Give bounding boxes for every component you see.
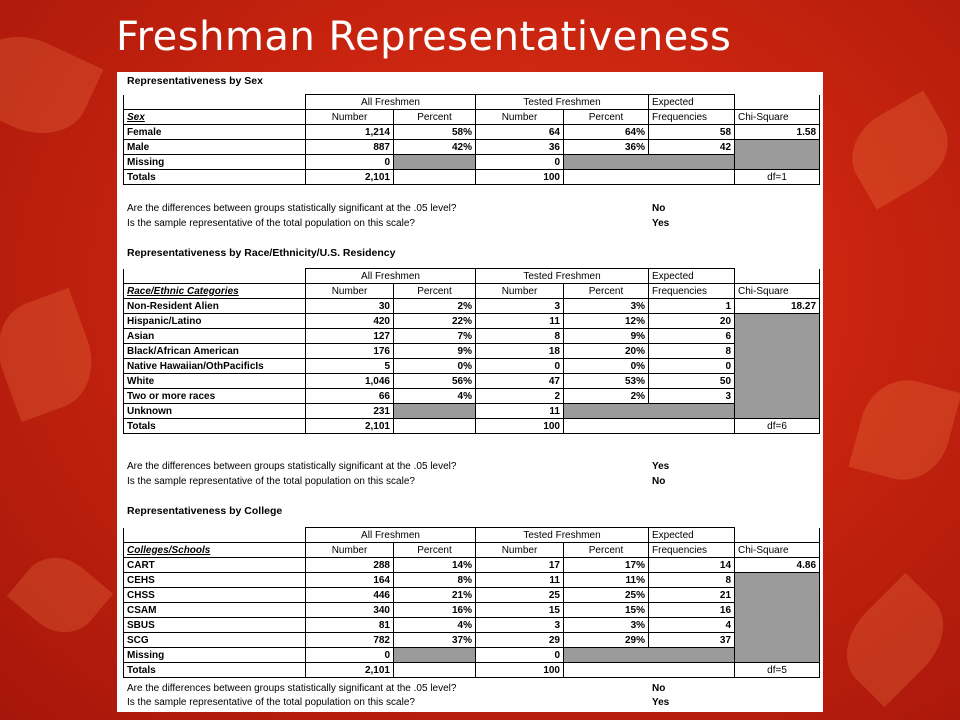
- table-row: [124, 299, 820, 314]
- leaf-decoration: [837, 90, 960, 209]
- all-number-cell: 176: [306, 344, 394, 359]
- tested-percent-cell: 2%: [564, 389, 649, 404]
- table-row: [124, 329, 820, 344]
- row-label: SBUS: [124, 618, 306, 633]
- table-row: [124, 359, 820, 374]
- expected-header-2: Frequencies: [649, 110, 735, 125]
- college-table: [123, 527, 820, 678]
- empty-cell: [394, 419, 476, 434]
- empty-cell: [564, 170, 649, 185]
- table-row: [124, 618, 820, 633]
- header-blank: [735, 95, 820, 110]
- expected-cell: 8: [649, 573, 735, 588]
- tested-number-cell: 11: [476, 404, 564, 419]
- row-label: Missing: [124, 648, 306, 663]
- expected-cell: 20: [649, 314, 735, 329]
- header-blank: [124, 528, 306, 543]
- tested-number-cell: 0: [476, 648, 564, 663]
- tested-percent-cell: 15%: [564, 603, 649, 618]
- row-label: Asian: [124, 329, 306, 344]
- answer-representative: Yes: [652, 218, 670, 229]
- number-header: Number: [476, 110, 564, 125]
- number-header: Number: [306, 284, 394, 299]
- expected-cell: 37: [649, 633, 735, 648]
- table-row: [124, 314, 820, 329]
- tested-number-cell: 25: [476, 588, 564, 603]
- row-label: White: [124, 374, 306, 389]
- question-significance: Are the differences between groups statistically significant at the .05 level?: [127, 203, 457, 214]
- expected-header-2: Frequencies: [649, 543, 735, 558]
- answer-representative: Yes: [652, 697, 670, 708]
- all-number-cell: 782: [306, 633, 394, 648]
- answer-significance: Yes: [652, 461, 670, 472]
- row-label: Missing: [124, 155, 306, 170]
- tested-number-cell: 18: [476, 344, 564, 359]
- tested-number-cell: 3: [476, 618, 564, 633]
- empty-cell: [649, 170, 735, 185]
- tested-number-cell: 47: [476, 374, 564, 389]
- question-representative: Is the sample representative of the total population on this scale?: [127, 476, 415, 487]
- tested-number-cell: 8: [476, 329, 564, 344]
- all-percent-cell: 4%: [394, 618, 476, 633]
- expected-cell: 1: [649, 299, 735, 314]
- expected-cell: 50: [649, 374, 735, 389]
- df-cell: df=1: [735, 170, 820, 185]
- row-label: Totals: [124, 663, 306, 678]
- shaded-cell: [735, 140, 820, 170]
- row-label: Totals: [124, 170, 306, 185]
- row-label: Native Hawaiian/OthPacificIs: [124, 359, 306, 374]
- all-percent-cell: 7%: [394, 329, 476, 344]
- table-row: [124, 125, 820, 140]
- df-cell: df=5: [735, 663, 820, 678]
- tested-percent-cell: 3%: [564, 618, 649, 633]
- header-row: [124, 95, 820, 110]
- shaded-cell: [394, 155, 476, 170]
- table-row: [124, 573, 820, 588]
- row-label: SCG: [124, 633, 306, 648]
- group-tested-header: Tested Freshmen: [476, 269, 649, 284]
- all-number-cell: 446: [306, 588, 394, 603]
- question-representative: Is the sample representative of the total population on this scale?: [127, 218, 415, 229]
- tested-number-cell: 29: [476, 633, 564, 648]
- table-row: [124, 558, 820, 573]
- number-header: Number: [476, 543, 564, 558]
- percent-header: Percent: [394, 543, 476, 558]
- group-all-header: All Freshmen: [306, 269, 476, 284]
- all-number-cell: 887: [306, 140, 394, 155]
- leaf-decoration: [0, 288, 106, 422]
- row-label: CSAM: [124, 603, 306, 618]
- tested-number-cell: 0: [476, 155, 564, 170]
- all-percent-cell: 58%: [394, 125, 476, 140]
- table-row: [124, 140, 820, 155]
- header-row: [124, 543, 820, 558]
- row-label: Unknown: [124, 404, 306, 419]
- empty-cell: [564, 419, 649, 434]
- all-percent-cell: 2%: [394, 299, 476, 314]
- all-number-cell: 2,101: [306, 663, 394, 678]
- expected-cell: 42: [649, 140, 735, 155]
- header-row: [124, 528, 820, 543]
- expected-cell: 14: [649, 558, 735, 573]
- all-number-cell: 231: [306, 404, 394, 419]
- leaf-decoration: [7, 542, 113, 647]
- expected-header-1: Expected: [649, 95, 735, 110]
- table-row: [124, 603, 820, 618]
- expected-header-1: Expected: [649, 528, 735, 543]
- empty-cell: [394, 663, 476, 678]
- number-header: Number: [476, 284, 564, 299]
- tested-percent-cell: 53%: [564, 374, 649, 389]
- chi-square-value: 4.86: [735, 558, 820, 573]
- expected-cell: 3: [649, 389, 735, 404]
- section-title: Representativeness by Sex: [127, 75, 263, 87]
- row-label: CHSS: [124, 588, 306, 603]
- all-percent-cell: 4%: [394, 389, 476, 404]
- shaded-cell: [564, 155, 735, 170]
- group-tested-header: Tested Freshmen: [476, 528, 649, 543]
- tested-percent-cell: 17%: [564, 558, 649, 573]
- all-number-cell: 0: [306, 648, 394, 663]
- all-number-cell: 2,101: [306, 170, 394, 185]
- all-percent-cell: 9%: [394, 344, 476, 359]
- tested-percent-cell: 0%: [564, 359, 649, 374]
- all-percent-cell: 0%: [394, 359, 476, 374]
- header-row: [124, 110, 820, 125]
- all-percent-cell: 16%: [394, 603, 476, 618]
- expected-cell: 4: [649, 618, 735, 633]
- tested-percent-cell: 12%: [564, 314, 649, 329]
- chi-square-header: Chi-Square: [735, 110, 820, 125]
- tested-percent-cell: 9%: [564, 329, 649, 344]
- tested-number-cell: 15: [476, 603, 564, 618]
- percent-header: Percent: [564, 284, 649, 299]
- all-percent-cell: 14%: [394, 558, 476, 573]
- chi-square-value: 1.58: [735, 125, 820, 140]
- category-label: Sex: [124, 110, 306, 125]
- header-blank: [124, 95, 306, 110]
- expected-cell: 6: [649, 329, 735, 344]
- tables-panel: [117, 72, 823, 712]
- expected-header-1: Expected: [649, 269, 735, 284]
- table-row: [124, 633, 820, 648]
- all-percent-cell: 37%: [394, 633, 476, 648]
- tested-number-cell: 100: [476, 663, 564, 678]
- all-percent-cell: 56%: [394, 374, 476, 389]
- group-all-header: All Freshmen: [306, 528, 476, 543]
- all-number-cell: 164: [306, 573, 394, 588]
- header-blank: [735, 528, 820, 543]
- empty-cell: [649, 419, 735, 434]
- tested-number-cell: 2: [476, 389, 564, 404]
- expected-cell: 0: [649, 359, 735, 374]
- answer-significance: No: [652, 203, 666, 214]
- all-number-cell: 1,214: [306, 125, 394, 140]
- expected-header-2: Frequencies: [649, 284, 735, 299]
- chi-square-value: 18.27: [735, 299, 820, 314]
- tested-number-cell: 3: [476, 299, 564, 314]
- all-number-cell: 81: [306, 618, 394, 633]
- row-label: Female: [124, 125, 306, 140]
- question-significance: Are the differences between groups statistically significant at the .05 level?: [127, 683, 457, 694]
- answer-representative: No: [652, 476, 666, 487]
- tested-number-cell: 11: [476, 314, 564, 329]
- row-label: CART: [124, 558, 306, 573]
- category-label: Colleges/Schools: [124, 543, 306, 558]
- shaded-cell: [735, 573, 820, 663]
- expected-cell: 58: [649, 125, 735, 140]
- leaf-decoration: [828, 573, 960, 707]
- all-number-cell: 1,046: [306, 374, 394, 389]
- all-number-cell: 30: [306, 299, 394, 314]
- expected-cell: 8: [649, 344, 735, 359]
- number-header: Number: [306, 110, 394, 125]
- tested-percent-cell: 25%: [564, 588, 649, 603]
- tested-percent-cell: 20%: [564, 344, 649, 359]
- tested-percent-cell: 11%: [564, 573, 649, 588]
- table-row: [124, 588, 820, 603]
- all-number-cell: 0: [306, 155, 394, 170]
- tested-percent-cell: 3%: [564, 299, 649, 314]
- row-label: Male: [124, 140, 306, 155]
- race-table: [123, 268, 820, 434]
- number-header: Number: [306, 543, 394, 558]
- all-number-cell: 127: [306, 329, 394, 344]
- group-all-header: All Freshmen: [306, 95, 476, 110]
- tested-percent-cell: 64%: [564, 125, 649, 140]
- shaded-cell: [564, 404, 735, 419]
- header-row: [124, 269, 820, 284]
- all-number-cell: 340: [306, 603, 394, 618]
- all-percent-cell: 42%: [394, 140, 476, 155]
- question-significance: Are the differences between groups statistically significant at the .05 level?: [127, 461, 457, 472]
- all-percent-cell: 8%: [394, 573, 476, 588]
- section-title: Representativeness by Race/Ethnicity/U.S. Residency: [127, 247, 396, 259]
- shaded-cell: [394, 648, 476, 663]
- all-number-cell: 5: [306, 359, 394, 374]
- sex-table: [123, 94, 820, 185]
- shaded-cell: [564, 648, 735, 663]
- tested-number-cell: 64: [476, 125, 564, 140]
- row-label: Black/African American: [124, 344, 306, 359]
- tested-number-cell: 0: [476, 359, 564, 374]
- row-label: Two or more races: [124, 389, 306, 404]
- header-blank: [735, 269, 820, 284]
- empty-cell: [649, 663, 735, 678]
- empty-cell: [394, 170, 476, 185]
- all-number-cell: 420: [306, 314, 394, 329]
- category-label: Race/Ethnic Categories: [124, 284, 306, 299]
- totals-row: [124, 419, 820, 434]
- all-number-cell: 66: [306, 389, 394, 404]
- row-label: CEHS: [124, 573, 306, 588]
- expected-cell: 16: [649, 603, 735, 618]
- table-row: [124, 404, 820, 419]
- shaded-cell: [394, 404, 476, 419]
- expected-cell: 21: [649, 588, 735, 603]
- tested-number-cell: 17: [476, 558, 564, 573]
- table-row: [124, 648, 820, 663]
- df-cell: df=6: [735, 419, 820, 434]
- row-label: Hispanic/Latino: [124, 314, 306, 329]
- all-percent-cell: 22%: [394, 314, 476, 329]
- table-row: [124, 374, 820, 389]
- group-tested-header: Tested Freshmen: [476, 95, 649, 110]
- tested-number-cell: 100: [476, 170, 564, 185]
- header-row: [124, 284, 820, 299]
- shaded-cell: [735, 314, 820, 419]
- all-percent-cell: 21%: [394, 588, 476, 603]
- table-row: [124, 389, 820, 404]
- totals-row: [124, 170, 820, 185]
- all-number-cell: 2,101: [306, 419, 394, 434]
- tested-number-cell: 100: [476, 419, 564, 434]
- row-label: Non-Resident Alien: [124, 299, 306, 314]
- empty-cell: [564, 663, 649, 678]
- slide-title: Freshman Representativeness: [116, 14, 732, 60]
- all-number-cell: 288: [306, 558, 394, 573]
- table-row: [124, 155, 820, 170]
- tested-number-cell: 36: [476, 140, 564, 155]
- chi-square-header: Chi-Square: [735, 543, 820, 558]
- leaf-decoration: [849, 370, 960, 490]
- row-label: Totals: [124, 419, 306, 434]
- tested-number-cell: 11: [476, 573, 564, 588]
- answer-significance: No: [652, 683, 666, 694]
- tested-percent-cell: 36%: [564, 140, 649, 155]
- table-row: [124, 344, 820, 359]
- chi-square-header: Chi-Square: [735, 284, 820, 299]
- percent-header: Percent: [564, 110, 649, 125]
- question-representative: Is the sample representative of the total population on this scale?: [127, 697, 415, 708]
- leaf-decoration: [0, 19, 103, 151]
- percent-header: Percent: [394, 284, 476, 299]
- percent-header: Percent: [564, 543, 649, 558]
- tested-percent-cell: 29%: [564, 633, 649, 648]
- header-blank: [124, 269, 306, 284]
- section-title: Representativeness by College: [127, 505, 283, 517]
- totals-row: [124, 663, 820, 678]
- percent-header: Percent: [394, 110, 476, 125]
